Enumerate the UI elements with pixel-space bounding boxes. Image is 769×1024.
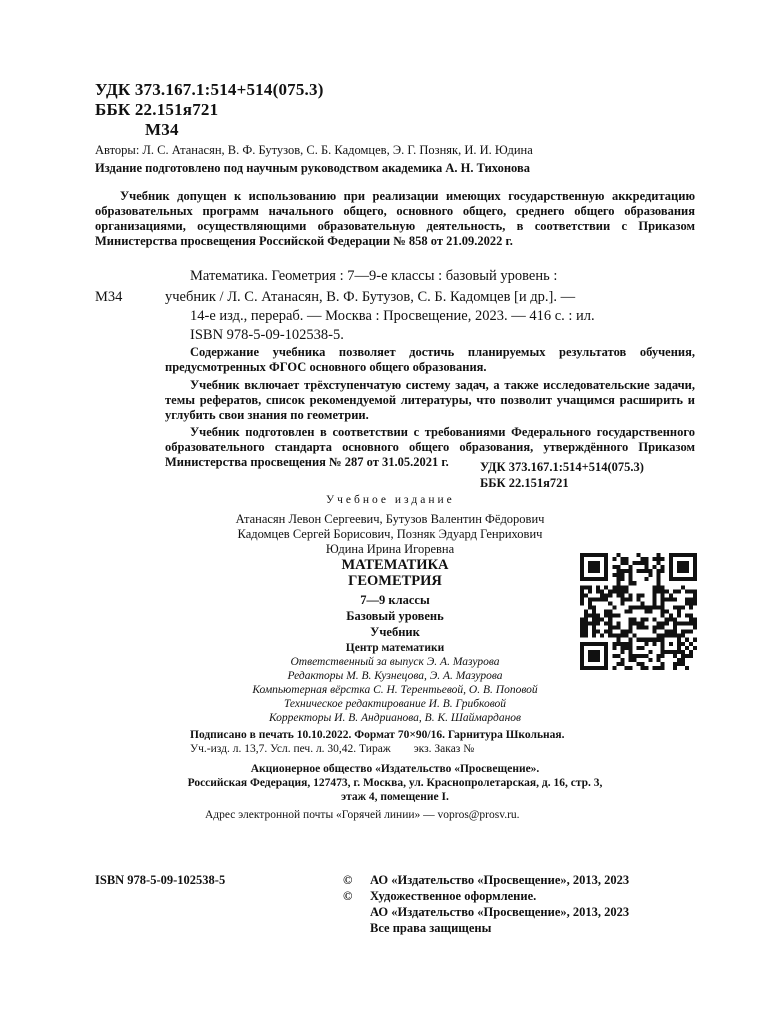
isbn-bottom: ISBN 978-5-09-102538-5	[95, 873, 226, 887]
udk-code: УДК 373.167.1:514+514(075.3)	[95, 80, 324, 99]
catalog-para-2: Учебник включает трёхступенчатую систему задач, а также исследовательские задачи, темы рефератов, список рекомендуемой литературы, что позволит учащимся расширить и углубить свои знания по геометрии.	[165, 378, 695, 422]
full-name-line-2: Кадомцев Сергей Борисович, Позняк Эдуард Генрихович	[237, 527, 543, 541]
supervision-line: Издание подготовлено под научным руководством академика А. Н. Тихонова	[95, 161, 530, 175]
author-mark: М34	[145, 120, 179, 139]
catalog-bbk: ББК 22.151я721	[480, 476, 569, 490]
book-title-2: ГЕОМЕТРИЯ	[348, 573, 442, 589]
catalog-line-3: 14-е изд., перераб. — Москва : Просвещение, 2023. — 416 с. : ил.	[190, 308, 595, 324]
edition-type: Учебное издание	[326, 494, 455, 506]
full-name-line-3: Юдина Ирина Игоревна	[325, 542, 455, 556]
publisher-line-2: Российская Федерация, 127473, г. Москва, ул. Краснопролетарская, д. 16, стр. 3,	[187, 777, 603, 789]
staff-line-4: Техническое редактирование И. В. Грибковой	[283, 698, 507, 710]
staff-line-5: Корректоры И. В. Андрианова, В. К. Шаймарданов	[268, 712, 522, 724]
publisher-line-1: Акционерное общество «Издательство «Просвещение».	[250, 763, 540, 775]
email-line: Адрес электронной почты «Горячей линии» — vopros@prosv.ru.	[205, 809, 520, 821]
catalog-isbn: ISBN 978-5-09-102538-5.	[190, 327, 344, 343]
copyright-line-2: Художественное оформление.	[370, 889, 537, 903]
catalog-para-3: Учебник подготовлен в соответствии с требованиями Федерального государственного образовательного стандарта основного общего образования, утверждённого Приказом Министерства просвещения № 287 от 31.05.2021 г.	[165, 425, 695, 469]
authors-line: Авторы: Л. С. Атанасян, В. Ф. Бутузов, С. Б. Кадомцев, Э. Г. Позняк, И. И. Юдина	[95, 143, 533, 157]
staff-line-3: Компьютерная вёрстка С. Н. Терентьевой, О. В. Поповой	[252, 684, 538, 696]
full-name-line-1: Атанасян Левон Сергеевич, Бутузов Валентин Фёдорович	[235, 512, 545, 526]
copyright-symbol-2: ©	[343, 889, 353, 903]
center-name: Центр математики	[345, 642, 445, 654]
catalog-line-1: Математика. Геометрия : 7—9-е классы : базовый уровень :	[190, 268, 558, 284]
book-kind: Учебник	[370, 625, 420, 639]
grades: 7—9 классы	[360, 593, 430, 607]
catalog-line-2: учебник / Л. С. Атанасян, В. Ф. Бутузов, С. Б. Кадомцев [и др.]. —	[165, 289, 576, 305]
publisher-line-3: этаж 4, помещение I.	[341, 791, 449, 803]
catalog-udk: УДК 373.167.1:514+514(075.3)	[480, 460, 644, 474]
book-title-1: МАТЕМАТИКА	[341, 557, 449, 573]
qr-code	[580, 553, 697, 670]
staff-line-2: Редакторы М. В. Кузнецова, Э. А. Мазурова	[287, 670, 503, 682]
copyright-line-3: АО «Издательство «Просвещение», 2013, 2023	[370, 905, 630, 919]
copyright-line-4: Все права защищены	[370, 921, 492, 935]
copyright-line-1: АО «Издательство «Просвещение», 2013, 2023	[370, 873, 630, 887]
bbk-code: ББК 22.151я721	[95, 100, 219, 119]
copyright-symbol-1: ©	[343, 873, 353, 887]
catalog-para-1: Содержание учебника позволяет достичь планируемых результатов обучения, предусмотренных ФГОС основного общего образования.	[165, 345, 695, 374]
approval-paragraph: Учебник допущен к использованию при реализации имеющих государственную аккредитацию образовательных программ начального общего, основного общего, среднего общего образования организациями, осуществляющими образовательную деятельность, в соответствии с Приказом Министерства просвещения Российской Федерации № 858 от 21.09.2022 г.	[95, 189, 695, 248]
level: Базовый уровень	[346, 609, 444, 623]
print-info-1: Подписано в печать 10.10.2022. Формат 70×90/16. Гарнитура Школьная.	[190, 729, 565, 741]
staff-line-1: Ответственный за выпуск Э. А. Мазурова	[290, 656, 500, 668]
print-info-2: Уч.-изд. л. 13,7. Усл. печ. л. 30,42. Тираж экз. Заказ №	[190, 743, 475, 755]
catalog-mark: М34	[95, 289, 123, 305]
